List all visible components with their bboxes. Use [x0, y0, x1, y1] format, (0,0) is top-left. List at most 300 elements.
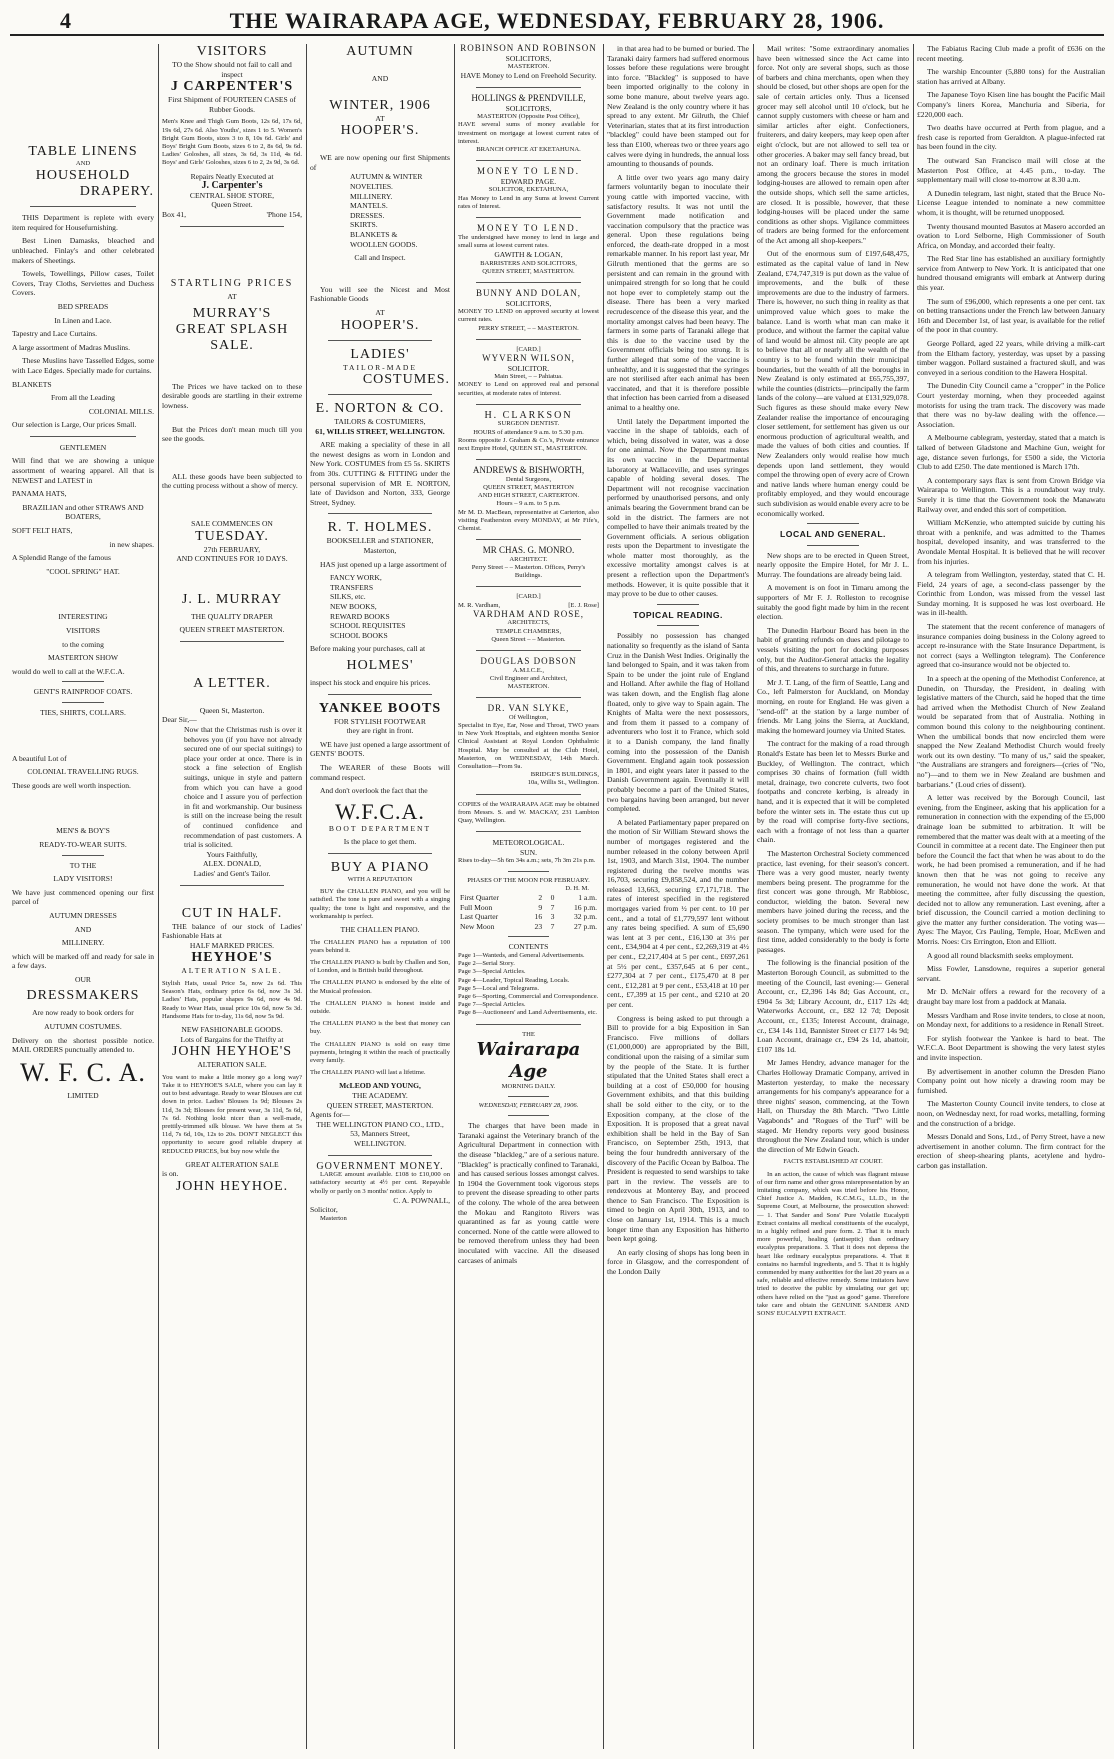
ad-text: TO the Show should not fail to call and inspect: [172, 60, 292, 79]
ad-text: HALF MARKED PRICES.: [189, 940, 275, 950]
article-paragraph: A good all round blacksmith seeks employment.: [927, 950, 1074, 960]
article-paragraph: The Masterton County Council invite tenders, to close at noon, on Wednesday next, for road works, metalling, forming and the construction of a bridge.: [917, 1099, 1105, 1128]
column-1: [12, 44, 154, 1749]
article-paragraph: New shops are to be erected in Queen Street, nearly opposite the Empire Hotel, for Mr J. L. Murray. The foundations are already being laid.: [757, 550, 909, 579]
article-paragraph: Miss Fowler, Lansdowne, requires a superior general servant.: [917, 964, 1105, 983]
article-paragraph: A Dunedin telegram, last night, stated that the Bruce No-License League intended to nominate a new committee whom, it is thought, will be returned unopposed.: [917, 188, 1105, 217]
ad-text: COLONIAL MILLS.: [88, 406, 154, 416]
ad-text: 'Phone 154,: [266, 209, 302, 219]
ad-text: And don't overlook the fact that the: [320, 786, 428, 796]
column-4: [458, 44, 599, 1749]
ad-text: THE WELLINGTON PIANO CO., LTD.,: [316, 1119, 444, 1129]
ad-text: is on.: [162, 1169, 179, 1179]
ad-text: In Linen and Lace.: [54, 315, 112, 325]
ad-text: ALL these goods have been subjected to the cutting process without a show of mercy.: [162, 471, 302, 491]
moon-phase-table: [458, 893, 599, 931]
ad-text: INTERESTING: [58, 612, 108, 622]
article-paragraph: An early closing of shops has long been in force in Glasgow, and the correspondent of the London Daily: [607, 1247, 749, 1277]
column-rule: [158, 44, 159, 1749]
article-paragraph: For stylish footwear the Yankee is hard to beat. The W.F.C.A. Boot Department is showing the very latest styles and invite inspection.: [917, 1033, 1105, 1062]
list-item: Page 7—Special Articles.: [458, 1001, 526, 1009]
ad-heading: SALE.: [210, 337, 254, 353]
ad-text: A Splendid Range of the famous: [12, 553, 111, 563]
list-item: SILKS, etc.: [330, 592, 366, 602]
ad-heading: COSTUMES.: [362, 372, 450, 388]
ad-text: DOUGLAS DOBSON: [480, 656, 577, 667]
ad-text: [CARD.]: [516, 345, 541, 353]
table-cell: 7: [550, 902, 555, 912]
ad-text: SALE COMMENCES ON: [191, 518, 273, 528]
article-paragraph: The Red Star line has established an auxiliary fortnightly service from Antwerp to New York. It is anticipated that one hundred thousand emigrants will embark at Antwerp during this year.: [917, 254, 1105, 293]
ad-text: BARRISTERS AND SOLICITORS,: [480, 259, 577, 267]
list-item: The CHALLEN PIANO is sold on easy time payments, bringing it within the reach of practically every family.: [310, 1040, 450, 1064]
ad-text: D. H. M.: [565, 884, 589, 892]
ad-heading: JOHN HEYHOE'S: [171, 1044, 293, 1060]
newspaper-nameplate: Wairarapa Age: [476, 1038, 581, 1082]
ad-text: AT: [375, 307, 385, 317]
article-paragraph: Mr James Hendry, advance manager for the Charles Holloway Dramatic Company, arrived in Masterton yesterday, to make the necessary arrangements for his company's appearance for a three nights' season, commencing, at the Town Hall, on Thursday the 8th March. "Two Little Vagabonds" and "Rogues of the Turf" will be staged. Mr Hendry reports very good business throughout the New Zealand tour, which is under the direction of Mr Edwin Geach.: [757, 1058, 909, 1154]
article-paragraph: The following is the financial position of the Masterton Borough Council, as submitted to the meeting of the Council, last evening:— General Account, cr., £2,396 14s 8d; Gas Account, cr., £904 5s 3d; Library Account, dr., £117 12s 4d; Waterworks Account, cr., £82 12 7d; Deposit Account, cr., £135; Interest Account, drainage, cr., £34 14s 11d, Bannister Street cr £177 14s 9d; Loan Account, drainage cr., £94 2s 1d, abattoir, £107 18s 1d.: [757, 958, 909, 1054]
column-rule: [753, 44, 754, 1749]
list-item: DRESSES.: [350, 210, 385, 220]
column-5: [607, 44, 749, 1749]
table-row: [458, 903, 599, 913]
table-cell: 7: [550, 921, 555, 931]
ad-text: Queen Street.: [211, 200, 253, 210]
ad-text: METEOROLOGICAL.: [492, 838, 565, 848]
ad-heading: J. L. MURRAY: [181, 591, 283, 607]
article-paragraph: Two deaths have occurred at Perth from plague, and a fresh case is reported from Geraldton. A plague-infected rat has been found in the city.: [917, 123, 1105, 152]
ad-text: Rooms opposite J. Graham & Co.'s, Private entrance next Empire Hotel, QUEEN ST., MASTERTON.: [458, 436, 599, 452]
ad-text: But the Prices don't mean much till you see the goods.: [162, 424, 302, 444]
ad-text: 61, WILLIS STREET, WELLINGTON.: [315, 426, 445, 436]
ad-text: GENT'S RAINPROOF COATS.: [33, 687, 133, 697]
ad-text: AT: [227, 292, 237, 302]
ad-text: You want to make a little money go a long way? Take it to HEYHOE'S SALE, where you can lay it out to best advantage. Ready to wear Blouses are cut down in price. Ladies' Blouses 1s 9d; Blouses 2s 11d, 3s 3d; Blouses for present wear, 3s 11d, 5s 6d, 7s 6d. Nothing lookt nicer than a well-made, prettily-trimmed silk blouse. We have them at 5s 11d, 7s 6d, 10s, 12s to 20s. DON'T NEGLECT this opportunity to secure good reliable drapery at REDUCED PRICES, but buy now while the: [162, 1073, 302, 1155]
ad-text: THE CHALLEN PIANO.: [340, 924, 420, 934]
ad-text: [E. J. Rose]: [568, 601, 599, 609]
ad-text: These Muslins have Tasselled Edges, some with Lace Edges. Specially made for curtains.: [12, 356, 154, 375]
ad-text: A large assortment of Madras Muslins.: [12, 342, 130, 352]
ad-heading: A LETTER.: [193, 675, 271, 691]
ad-text: HOURS of attendance 9 a.m. to 5.30 p.m.: [473, 428, 584, 436]
ad-heading: GREAT SPLASH: [175, 321, 289, 337]
ad-text: MASTERTON.: [507, 63, 550, 71]
table-cell: 23: [534, 921, 543, 931]
ad-text: Of Wellington,: [508, 713, 549, 721]
ad-text: Civil Engineer and Architect,: [489, 674, 568, 682]
ad-text: SURGEON DENTIST.: [497, 420, 560, 428]
ad-heading: CUT IN HALF.: [181, 905, 283, 921]
section-heading: LOCAL AND GENERAL.: [780, 529, 886, 540]
ad-text: QUEEN STREET, MASTERTON.: [482, 267, 575, 275]
ad-heading: LADIES': [350, 346, 410, 362]
article-paragraph: Congress is being asked to put through a Bill to provide for a big Exposition in San Francisco. Five millions of dollars (£1,000,000) are appropriated by the Bill, conditional upon the raising of a similar sum by the people of the State. It is further stipulated that the United States shall erect a building at a cost of £50,000 for housing Government exhibits, and that this building shall be sold either to the city, or to the Exposition company, at the close of the Exposition. It is proposed that a great naval exhibition shall be held in the Bay of San Francisco, on September 25th, 1913, that being the four hundredth anniversary of the discovery of the Pacific Ocean by Balboa. The President is requested to send warships to take part in the review. The vessels are to rendezvous at Monterey Bay, and proceed thence to San Francisco. The Exposition is timed to begin on April 30th, 1913, and to close on January 1st, 1914. This is a much longer time than any Exposition has hitherto been kept going.: [607, 1013, 749, 1244]
ad-text: MONEY TO LEND.: [476, 166, 581, 177]
ad-text: MONEY TO LEND.: [476, 222, 581, 233]
list-item: The CHALLEN PIANO is honest inside and outside.: [310, 999, 450, 1015]
ad-text: LADY VISITORS!: [53, 874, 113, 884]
article-paragraph: The Dunedin City Council came a "cropper" in the Police Court yesterday morning, when they proceeded against motorists for using the tram track. The discovery was made that there was no by-law dealing with the offence.—Association.: [917, 381, 1105, 429]
ad-text: AUTUMN DRESSES: [49, 910, 117, 920]
ad-text: Ladies' and Gent's Tailor.: [193, 868, 271, 878]
article-paragraph: A belated Parliamentary paper prepared on the motion of Sir William Steward shows the number of mortgages registered and the number released in the colony between April 1st, 1903, and March 31st, 1904. The number registered during the twelve months was 16,703, securing £9,858,524, and the number released 13,663, securing £7,171,718. The rates of interest specified in the registered mortgages varied from ½ per cent. to 10 per cent., and a total of £1,779,597 lent without any rates being specified. A sum of £5,690 was lent at 3 per cent., £16,130 at 3½ per cent., £34,904 at 4 per cent., £2,269,319 at 4½ per cent., £2,217,404 at 5 per cent., £697,261 at 5½ per cent., £357,645 at 6 per cent., £277,304 at 7 per cent., £175,470 at 8 per cent., £12,281 at 9 per cent., £53,418 at 10 per cent., £7,399 at 15 per cent., and £210 at 20 per cent.: [607, 817, 749, 1009]
article-paragraph: Messrs Vardham and Rose invite tenders, to close at noon, on Monday next, for additions to a residence in Renall Street.: [917, 1010, 1105, 1030]
ad-text: WE are now opening our first Shipments of: [310, 153, 450, 172]
article-paragraph: William McKenzie, who attempted suicide by cutting his throat with a penknife, and was admitted to the Thames hospital, developed insanity, and was transferred to the Avondale Mental Hospital. It is believed that he will recover from his injuries.: [917, 518, 1105, 566]
article-paragraph: The Fabiatus Racing Club made a profit of £636 on the recent meeting.: [917, 44, 1105, 63]
list-item: SCHOOL BOOKS: [330, 630, 388, 640]
article-paragraph: A Melbourne cablegram, yesterday, stated that a match is talked of between Gladstone and Machine Gun, weight for age, distance seven furlongs, for £500 a side, the Victoria Club to add £250. The date mentioned is March 17th.: [917, 433, 1105, 472]
ad-text: SOLICITOR, EKETAHUNA,: [488, 186, 569, 194]
ad-text: WE have just opened a large assortment of GENTS' BOOTS.: [310, 739, 450, 759]
table-cell: 1 a.m.: [578, 893, 597, 903]
ad-text: ALTERATION SALE.: [181, 966, 283, 976]
ad-heading: BUY A PIANO: [330, 859, 430, 875]
ad-heading: W. F. C. A.: [20, 1057, 146, 1087]
ad-heading: TUESDAY.: [195, 528, 269, 544]
ad-text: SOFT FELT HATS,: [12, 526, 73, 536]
ad-text: A.M.I.C.E.,: [512, 666, 545, 674]
ad-text: AND: [75, 160, 91, 167]
ad-text: QUEEN STREET MASTERTON.: [179, 625, 285, 635]
ad-text: Main Street, – – Pahiatua.: [494, 373, 563, 381]
ad-text: ALTERATION SALE.: [197, 1060, 267, 1070]
table-row: [458, 922, 599, 932]
ad-text: TAILOR-MADE: [342, 362, 418, 372]
article-paragraph: In a speech at the opening of the Methodist Conference, at Dunedin, on Thursday, the President, in dealing with legislative matters of the Church, said he hoped that the time had arrived when the Methodist Church of New Zealand would be separated from that of Australia. Nothing in common bound this colony to the neighbouring continent. When the umbilical bonds that now encircled them were snapped the New Zealand Methodist Church would freely work out its own destiny. "To many of us," said the speaker, "the Australians are strangers and foreigners—(cries of "No, no")—and to them we in New Zealand are bushmen and barbarians." (Loud cries of dissent).: [917, 674, 1105, 789]
ad-text: Perry Street – – Masterton. Offices, Perry's Buildings.: [471, 564, 586, 580]
ad-text: MEN'S & BOY'S: [56, 826, 110, 836]
article-paragraph: Mr J. T. Lang, of the firm of Seattle, Lang and Co., left Palmerston for Auckland, on Monday morning, en route for England. He was given a "send-off" at the station by a large number of friends. Mr Lang joins the Sierra, at Auckland, making the homeward journey via United States.: [757, 677, 909, 735]
ad-text: STARTLING PRICES: [170, 277, 294, 289]
ad-text: THE ACADEMY.: [352, 1090, 408, 1100]
ad-text: THE: [522, 1030, 535, 1038]
ad-text: Masterton: [320, 1214, 347, 1222]
ad-text: READY-TO-WEAR SUITS.: [39, 839, 127, 849]
ad-text: HAVE several sums of money available for investment on mortgage at lowest current rates of interest.: [458, 121, 599, 145]
article-paragraph: The Dunedin Harbour Board has been in the habit of granting refunds on dues and pilotage to vessels visiting the port for docking purposes only, but the Auditor-General attacks the legality of this, and threatens to surcharge in future.: [757, 625, 909, 674]
ad-text: Call and Inspect.: [354, 253, 406, 263]
newspaper-title: THE WAIRARAPA AGE, WEDNESDAY, FEBRUARY 28, 1906.: [229, 8, 885, 33]
ad-text: Masterton,: [363, 546, 397, 556]
article-paragraph: A telegram from Wellington, yesterday, stated that C. H. Field, 24 years of age, a second-class passenger by the Corinthic from London, was missed from the vessel last Sunday morning. It is supposed he was lost overboard. He was in ill-health.: [917, 570, 1105, 618]
list-item: BLANKETS &: [350, 229, 398, 239]
ad-text: Yours Faithfully,: [206, 849, 258, 859]
table-row: [458, 912, 599, 922]
ad-heading: HOOPER'S.: [340, 317, 420, 333]
ad-heading: J CARPENTER'S: [170, 79, 294, 95]
article-paragraph: Until lately the Department imported the vaccine in the shape of tabloids, each of which, being dissolved in water, was a dose for one animal. Now the Department makes its own vaccine in the Departmental laboratory at Wallaceville, and uses syringes capable of holding several doses. The Department will not recognise vaccination performed by unauthorised persons, and only animals bearing the Government brand can be sold in the district. The farmers are not compelled to have their animals treated by the Government officials. A serious obligation rests upon the Department to investigate the whole matter most thoroughly, as the excessive mortality amongst calves is at present a reflection upon the Department's methods. However, it is quite possible that it may prove to be due to other causes.: [607, 416, 749, 599]
ad-text: MASTERTON SHOW: [47, 653, 119, 663]
article-paragraph: Mail writes: "Some extraordinary anomalies have been witnessed since the Act came into force. Not only are several shops, such as those of barbers and china merchants, open when they should be closed, but other shops are open for the sale of certain articles only. Thus a licensed grocer may sell alcohol until 10 o'clock, but he cannot supply customers with cheese or ham and similar articles after eight. Confectioners, fruiterers, and dairy keepers, may keep open after eight o'clock, but are not allowed to sell tea or other groceries. A baker may sell fancy bread, but not an ordinary loaf. There is much irritation among the grocers because the stores in model lodging-houses are allowed to remain open after the outside shops, which sell the same articles, are closed. It is possible, however, that these lodging-houses will be placed under the same conditions as other shops. Vigilance committees of traders are being formed for the enforcement of the Act among all shop-keepers.": [757, 44, 909, 245]
ad-text: Dear Sir,—: [162, 715, 197, 725]
ad-text: VISITORS: [65, 626, 101, 636]
list-item: Page 6—Sporting, Commercial and Correspondence.: [458, 993, 599, 1001]
list-item: NEW BOOKS,: [330, 602, 377, 611]
ad-text: C. A. POWNALL,: [393, 1195, 450, 1205]
article-paragraph: The sum of £96,000, which represents a one per cent. tax on betting transactions under the French law between January 16th and December 1st, of last year, is available for the relief of the poor in that country.: [917, 296, 1105, 335]
ad-heading: WINTER, 1906: [329, 97, 431, 113]
article-paragraph: The Japanese Toyo Kisen line has bought the Pacific Mail Company's liners Korea, Manchuria and Siberia, for £220,000 each.: [917, 90, 1105, 119]
table-cell: 27 p.m.: [574, 921, 597, 931]
table-cell: 16 p.m.: [574, 902, 597, 912]
ad-text: HOLLINGS & PRENDVILLE,: [471, 92, 586, 103]
ad-heading: VISITORS: [196, 44, 268, 59]
ad-text: AUTUMN COSTUMES.: [44, 1022, 122, 1032]
ad-heading: HEYHOE'S: [191, 950, 273, 966]
article-paragraph: Messrs Donald and Sons, Ltd., of Perry Street, have a new advertisement in another column. The firm contract for the erection of sheep-shearing plants, acetylene and hydro-carbon gas installation.: [917, 1132, 1105, 1170]
ad-text: 27th FEBRUARY,: [203, 544, 261, 554]
ad-text: A beautiful Lot of: [12, 753, 67, 763]
column-7: [917, 44, 1105, 1749]
ad-text: Delivery on the shortest possible notice. MAIL ORDERS punctually attended to.: [12, 1035, 154, 1055]
ad-text: First Shipment of FOURTEEN CASES of Rubber Goods.: [167, 95, 296, 114]
ad-heading: HOOPER'S.: [340, 123, 420, 139]
ad-text: The charges that have been made in Taranaki against the Veterinary branch of the Agricultural Department in connection with the disease "blackleg," are of a serious nature. "Blackleg" is practically confined to Taranaki, and has caused serious losses amongst calves. In 1904 the Government took vigorous steps to prevent the disease spreading to other parts of the colony. The whole of the area between the Mokau and Rangitoto Rivers was quarantined as far as young cattle were concerned. None of the cattle were allowed to be removed therefrom unless they had been inoculated with vaccine. All the diseased carcases of animals: [458, 1121, 599, 1265]
table-cell: First Quarter: [460, 893, 500, 903]
ad-heading: AUTUMN: [346, 44, 414, 59]
ad-text: Mr M. D. MacBean, representative at Carterton, also visiting Featherston every MONDAY, at Mr Fife's, Chemist.: [458, 508, 599, 532]
ad-text: WITH A REPUTATION: [347, 875, 413, 883]
ad-text: [CARD.]: [516, 593, 541, 601]
ad-text: ARE making a speciality of these in all the newest designs as worn in London and New York. COSTUMES from £5 5s. SKIRTS from 30s. CUTTING & FITTING under the personal supervision of MR E. NORTON, late of Davidson and Norton, 333, George Street, Sydney.: [310, 440, 450, 507]
ad-text: Tapestry and Lace Curtains.: [12, 329, 98, 339]
ad-text: Box 41,: [162, 209, 187, 219]
ad-heading: R. T. HOLMES.: [327, 520, 433, 536]
article-paragraph: The warship Encounter (5,880 tons) for the Australian station has arrived at Albany.: [917, 67, 1105, 86]
ad-text: THE QUALITY DRAPER: [191, 611, 273, 621]
column-6: [757, 44, 909, 1749]
ad-text: QUEEN STREET, MASTERTON.: [326, 1100, 434, 1110]
ad-text: Repairs Neatly Executed at: [190, 171, 274, 181]
ad-text: inspect his stock and enquire his prices.: [310, 677, 431, 687]
ad-text: in new shapes.: [109, 539, 154, 549]
ad-text: BUY the CHALLEN PIANO, and you will be satisfied. The tone is pure and sweet with a singing quality; the tone is light and responsive, and the workmanship is perfect.: [310, 888, 450, 920]
list-item: Page 1—Wanteds, and General Advertisements.: [458, 952, 585, 960]
ad-text: SUN.: [519, 847, 538, 857]
ad-text: BOOKSELLER and STATIONER,: [326, 536, 434, 546]
ad-text: Our selection is Large, Our prices Small.: [12, 420, 137, 430]
ad-heading: HOUSEHOLD: [35, 168, 131, 184]
table-cell: Full Moon: [460, 902, 493, 912]
ad-text: Best Linen Damasks, bleached and unbleached. Finlay's and other celebrated makers of Sheetings.: [12, 236, 154, 265]
list-item: The CHALLEN PIANO will last a lifetime.: [310, 1069, 426, 1077]
ad-text: PHASES OF THE MOON FOR FEBRUARY.: [467, 876, 590, 884]
list-item: SCHOOL REQUISITES: [330, 621, 406, 631]
ad-text: LIMITED: [67, 1090, 99, 1100]
ad-text: M. R. Vardham,: [458, 601, 501, 609]
ad-text: PERRY STREET, – – MASTERTON.: [478, 324, 579, 332]
ad-text: Rises to-day—5h 6m 34s a.m.; sets, 7h 3m 21s p.m.: [458, 857, 596, 865]
ad-text: AND HIGH STREET, CARTERTON.: [477, 492, 580, 500]
ad-text: BRIDGE'S BUILDINGS,: [530, 771, 599, 779]
ad-text: COLONIAL TRAVELLING RUGS.: [27, 767, 139, 777]
ad-text: AND: [74, 924, 92, 934]
ad-text: Now that the Christmas rush is over it behoves you (if you have not already secured one of our special suitings) to place your order at once. There is in stock a fine selection of English suitings, unique in style and pattern from which you can have a good choice and I assure you of perfection in fit and workmanship. Our business is still on the increase being the result of continued confidence and recommendation of past customers. A trial is solicited.: [184, 725, 302, 850]
masthead: [10, 8, 1104, 36]
ad-text: WYVERN WILSON,: [482, 352, 575, 363]
column-rule: [913, 44, 914, 1749]
ad-text: EDWARD PAGE.: [500, 176, 557, 186]
list-item: Page 5—Local and Telegrams.: [458, 984, 540, 992]
ad-text: Before making your purchases, call at: [310, 644, 426, 654]
article-paragraph: A letter was received by the Borough Council, last evening, from the Engineer, asking that his application for a remuneration in connection with the expending of the £5,000 drainage loan be submitted to arbitration. It will be remembered that the matter was dealt with at a meeting of the Council in committee at a recent date. The Engineer then put before the Council the fact that when he was about to do the work, he had been promised a remuneration, and if he had known then that he was not going to receive any remuneration, he would not have done the work. At that meeting the committee, after fully discussing the question, decided not to allow any remuneration. Last evening, after a brief discussion, the Council carried a motion declining to give the matter any further consideration. The voting was—Ayes: The Mayor, Crs Pauling, Temple, Hoar, McEwen and Morris. Noes: Crs Errington, Eton and Elliott.: [917, 793, 1105, 947]
ad-text: FOR STYLISH FOOTWEAR: [334, 716, 426, 726]
list-item: The CHALLEN PIANO has a reputation of 100 years behind it.: [310, 938, 450, 954]
contents-list: [458, 952, 599, 1018]
ad-text: 10a, Willis St., Wellington.: [527, 779, 599, 787]
ad-text: TIES, SHIRTS, COLLARS.: [40, 707, 126, 717]
ad-text: ANDREWS & BISHWORTH,: [472, 465, 585, 476]
ad-text: AND CONTINUES FOR 10 DAYS.: [176, 554, 288, 564]
ad-item-list: [310, 939, 450, 1078]
ad-text: WEDNESDAY, FEBRUARY 28, 1906.: [478, 1102, 579, 1110]
list-item: The CHALLEN PIANO is endorsed by the elite of the Musical profession.: [310, 979, 450, 995]
ad-text: Queen Street – – Masterton.: [491, 635, 566, 643]
ad-text: TO THE: [69, 860, 97, 870]
article-paragraph: Twenty thousand mounted Basutos at Masero accorded an ovation to Lord Selborne, High Commissioner of South Africa, on Monday, and accorded their fealty.: [917, 221, 1105, 250]
ad-text: AT: [375, 113, 385, 123]
ad-text: GREAT ALTERATION SALE: [185, 1159, 279, 1169]
ad-text: HAVE Money to Lend on Freehold Security.: [460, 71, 597, 81]
ad-item-list: [310, 172, 450, 249]
ad-text: BRAZILIAN and other STRAWS AND BOATERS,: [22, 502, 144, 522]
ad-text: Queen St, Masterton.: [199, 705, 265, 715]
table-row: [458, 893, 599, 903]
ad-text: MILLINERY.: [61, 938, 105, 948]
list-item: MILLINERY.: [350, 191, 393, 201]
table-cell: 16: [534, 912, 543, 922]
ad-text: MR CHAS. G. MONRO.: [482, 545, 575, 556]
list-item: REWARD BOOKS: [330, 611, 390, 621]
article-paragraph: The contract for the making of a road through Ronald's Estate has been let to Messrs Burke and Buckley, of Wellington. The contract, which comprises 30 chains of formation (full width metal, drainage, two concrete culverts, two foot footpaths and concrete kerbing, is already in hand, and it is expected that it will be completed before the winter sets in. The estate thus cut up by the road will comprise forty-five sections, each with a frontage of not less than a quarter chain.: [757, 739, 909, 845]
ad-text: Men's Knee and Thigh Gum Boots, 12s 6d, 17s 6d, 19s 6d, 27s 6d. Also Youths', sizes 1 to 5. Women's Bright Gum Boots, sizes 3 to 8, 10s 6d. Girls' and Boys' Bright Gum Boots, sizes 6 to 2, 8s 6d, 9s 6d. Ladies' Goloshes, all sizes, 3s 6d, 3s 11d, 4s 6d. Boys' and Girls' Goloshes, sizes 6 to 2, 2s 9d, 3s 6d.: [162, 118, 302, 167]
article-paragraph: George Pollard, aged 22 years, while driving a milk-cart from the Eltham factory, yesterday, was upset by a passing timber waggon. Pollard sustained a fractured skull, and was conveyed in a serious condition to the Hawera Hospital.: [917, 339, 1105, 377]
ad-text: ARCHITECT.: [509, 555, 548, 563]
ad-text: MORNING DAILY.: [501, 1082, 556, 1090]
ad-text: 53, Manners Street,: [350, 1129, 410, 1139]
ad-text: From all the Leading: [51, 393, 115, 403]
ad-text: FACTS ESTABLISHED AT COURT.: [783, 1158, 883, 1166]
ad-text: BUNNY AND DOLAN,: [476, 287, 581, 298]
ad-heading: JOHN HEYHOE.: [175, 1178, 289, 1194]
list-item: FANCY WORK,: [330, 573, 382, 583]
article-paragraph: By advertisement in another column the Dresden Piano Company point out how nicely a drawing room may be furnished.: [917, 1066, 1105, 1095]
article-paragraph: A contemporary says flax is sent from Crown Bridge via Wairarapa to Wellington. This is a roundabout way truly. Surely it is time that the Government took the Manawatu Railway over, and ended this sort of competition.: [917, 475, 1105, 514]
ad-text: BRANCH OFFICE AT EKETAHUNA.: [476, 145, 581, 153]
ad-text: they are right in front.: [346, 726, 414, 736]
ad-text: MONEY to Lend on approved real and personal securities, at moderate rates of interest.: [458, 381, 599, 397]
ad-text: THIS Department is replete with every item required for Housefurnishing.: [12, 213, 154, 232]
list-item: SKIRTS.: [350, 220, 378, 230]
ad-text: Solicitor,: [310, 1205, 338, 1215]
ad-text: LARGE amount available. £108 to £10,000 on satisfactory security at 4½ per cent. Repayable wholly or partly on 3 months' notice. Apply to: [310, 1171, 450, 1195]
ad-text: ALEX. DONALD,: [203, 859, 261, 869]
page-number: 4: [60, 8, 71, 33]
ad-text: BED SPREADS: [57, 301, 109, 311]
table-cell: Last Quarter: [460, 912, 499, 922]
ad-text: CENTRAL SHOE STORE,: [189, 190, 275, 200]
ad-text: GAWITH & LOGAN,: [494, 249, 563, 259]
ad-text: QUEEN STREET, MASTERTON: [483, 483, 574, 491]
column-rule: [603, 44, 604, 1749]
list-item: MANTELS.: [350, 201, 388, 211]
table-cell: 2: [538, 893, 543, 903]
ad-heading: HOLMES': [346, 657, 414, 673]
column-2: [162, 44, 302, 1749]
ad-heading: DRAPERY.: [79, 184, 154, 200]
table-cell: 0: [550, 893, 555, 903]
column-rule: [454, 44, 455, 1749]
ad-text: GENTLEMEN: [59, 442, 107, 452]
ad-text: AND: [371, 74, 389, 83]
ad-text: Towels, Towellings, Pillow cases, Toilet Covers, Tray Cloths, Serviettes and Duchess Covers.: [12, 269, 154, 298]
ad-text: Stylish Hats, usual Price 5s, now 2s 6d. This Season's Hats, ordinary price 6s 6d, now 3s 3d. Ladies' Hats, popular shapes 9s 6d, now 4s 9d. Ready to Wear Hats, usual price 10s 6d, now 5s 3d. Handsome Hats for to-day, 11s 6d, now 5s 9d.: [162, 979, 302, 1020]
ad-heading: MURRAY'S: [192, 305, 272, 321]
ad-text: NEW FASHIONABLE GOODS.: [181, 1024, 283, 1034]
ad-text: Agents for—: [310, 1110, 350, 1120]
article-paragraph: A movement is on foot in Timaru among the supporters of Mr F. J. Rolleston to recognise suitably the good fight made by him in the recent election.: [757, 583, 909, 622]
ad-heading: TABLE LINENS: [28, 144, 138, 159]
ad-text: ROBINSON AND ROBINSON: [460, 44, 597, 53]
ad-text: VARDHAM AND ROSE,: [472, 608, 585, 619]
ad-text: Hours – 9 a.m. to 5 p.m.: [496, 500, 561, 508]
ad-text: Are now ready to book orders for: [32, 1008, 134, 1018]
list-item: Page 3—Special Articles.: [458, 968, 526, 976]
article-paragraph: Mr D. McNair offers a reward for the recovery of a draught bay mare lost from a paddock at Manaia.: [917, 987, 1105, 1007]
ad-text: You will see the Nicest and Most Fashionable Goods: [310, 284, 450, 304]
ad-text: COPIES of the WAIRARAPA AGE may be obtained from Messrs. S. and W. MACKAY, 231 Lambton Quay, Wellington.: [458, 800, 599, 825]
ad-text: BLANKETS: [12, 379, 52, 389]
table-cell: 3: [550, 912, 555, 922]
ad-text: TAILORS & COSTUMIERS,: [334, 417, 426, 427]
section-heading: TOPICAL READING.: [633, 609, 723, 620]
ad-text: which will be marked off and ready for sale in a few days.: [12, 951, 154, 971]
ad-text: "COOL SPRING" HAT.: [46, 566, 120, 576]
ad-text: Has Money to Lend in any Sums at lowest Current rates of Interest.: [458, 194, 599, 210]
ad-text: The WEARER of these Boots will command respect.: [310, 762, 450, 782]
ad-text: J. Carpenter's: [201, 180, 263, 192]
ad-text: BOOT DEPARTMENT: [328, 823, 432, 833]
list-item: The CHALLEN PIANO is built by Challen and Son, of London, and is British build throughout.: [310, 958, 450, 975]
ad-text: SOLICITORS,: [505, 53, 552, 63]
ad-text: TEMPLE CHAMBERS,: [495, 627, 562, 635]
ad-heading: W.F.C.A.: [335, 798, 425, 824]
ad-text: Lots of Bargains for the Thrifty at: [180, 1034, 284, 1044]
ad-heading: DRESSMAKERS: [26, 988, 140, 1004]
table-cell: New Moon: [460, 921, 495, 931]
ad-text: The Prices we have tacked on to these desirable goods are startling in their extreme lowness.: [162, 381, 302, 410]
ad-text: HAS just opened up a large assortment of: [320, 559, 447, 569]
ad-text: MASTERTON.: [507, 683, 550, 691]
ad-text: McLEOD AND YOUNG,: [339, 1081, 421, 1091]
ad-text: SOLICITORS,: [505, 298, 552, 308]
ad-text: DR. VAN SLYKE,: [487, 703, 570, 714]
ad-text: SOLICITOR.: [507, 363, 550, 373]
list-item: TRANSFERS: [330, 582, 374, 592]
article-paragraph: A little over two years ago many dairy farmers voluntarily began to inoculate their young cattle with imported vaccine, with satisfactory results. It was not until the Government made notification and vaccination compulsory that the practice was general. Upon these regulations being enforced, the death-rate dropped in a most remarkable manner. In his report last year, Mr Gilruth mentioned that the germs are so persistent and can remain in the ground with unimpaired strength for so long that he could not hope ever to completely stamp out the disease. There has been a very marked recrudescence of the disease this year, and the mortality amongst calves had been heavy. The farmers in some parts of Taranaki allege that this is due to the vaccine used by the Government officials being too strong. It is further alleged that some of the vaccine is unhealthy, and it is suggested that the syringes are not sterilised after each animal has been vaccinated, and that it is therefore possible that infection has been carried from a diseased animal to a healthy one.: [607, 172, 749, 412]
article-paragraph: Out of the enormous sum of £197,648,475, estimated as the capital value of land in New Zealand, £74,747,319 is put down as the value of improvements, and the bulk of these improvements are due to the industry of farmers. There is, however, no such thing in reality as that unimproved value which goes to make the balance. Land is worth what man can make it produce, and without the farmer the capital value of land would be almost nil. City people are apt to believe that all or nearly all the wealth of the country is to be found within their municipal boundaries, but the wealth of all the boroughs in New Zealand is only estimated at £65,755,397, while the counties (districts—principally the farm lands of the colony—are valued at £131,929,078. Such figures as these should make every New Zealander realise the importance of encouraging closer settlement, for settlement has given us our enormous production of agricultural wealth, and made the values of both cities and counties. If New Zealanders only would realise how much depends upon land settlement, they would compel the throwing open of every acre of Crown and native lands where human energy could be profitably employed, and they would encourage such subdivision as would enable every acre to be economically worked.: [757, 249, 909, 518]
column-rule: [306, 44, 307, 1749]
ad-text: We have just commenced opening our first parcel of: [12, 887, 154, 907]
list-item: NOVELTIES.: [350, 181, 393, 191]
list-item: WOOLLEN GOODS.: [350, 239, 418, 249]
ad-text: Dental Surgeons,: [505, 475, 552, 483]
ad-text: GOVERNMENT MONEY.: [316, 1160, 444, 1172]
list-item: Page 8—Auctioneers' and Land Advertisements, etc.: [458, 1009, 598, 1017]
ad-text: These goods are well worth inspection.: [12, 780, 131, 790]
